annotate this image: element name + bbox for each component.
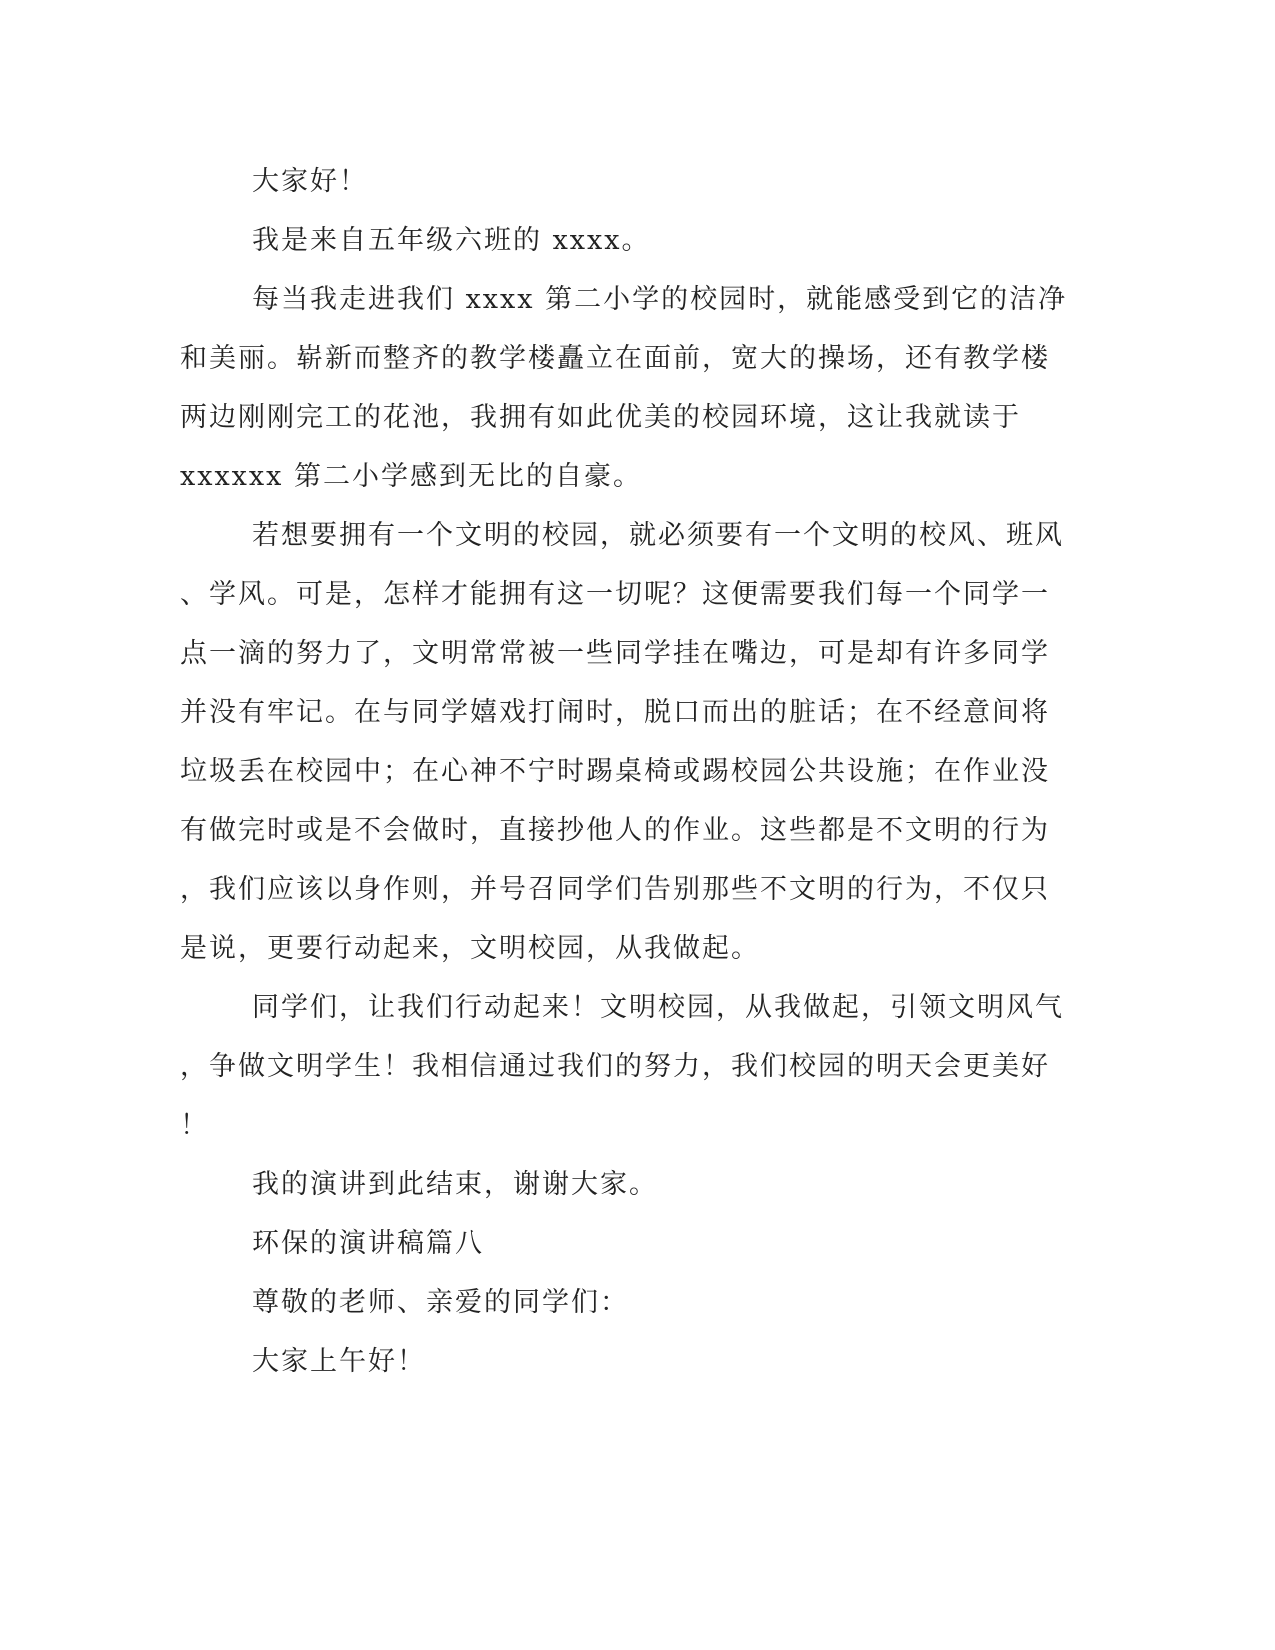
text-line: 、学风。可是，怎样才能拥有这一切呢？这便需要我们每一个同学一: [180, 579, 1050, 610]
text-line: 和美丽。崭新而整齐的教学楼矗立在面前，宽大的操场，还有教学楼: [180, 343, 1050, 374]
text-line: 若想要拥有一个文明的校园，就必须要有一个文明的校风、班风: [252, 520, 1064, 551]
text-line: 并没有牢记。在与同学嬉戏打闹时，脱口而出的脏话；在不经意间将: [180, 697, 1050, 728]
text-line: 大家好！: [252, 166, 368, 197]
text-line: 两边刚刚完工的花池，我拥有如此优美的校园环境，这让我就读于: [180, 402, 1021, 433]
text-line: 尊敬的老师、亲爱的同学们：: [252, 1287, 629, 1318]
document-page: [180, 152, 1068, 1391]
text-line: 是说，更要行动起来，文明校园，从我做起。: [180, 933, 760, 964]
text-line: ，争做文明学生！我相信通过我们的努力，我们校园的明天会更美好: [180, 1051, 1050, 1082]
text-line: ！: [180, 1110, 209, 1141]
text-line: 同学们，让我们行动起来！文明校园，从我做起，引领文明风气: [252, 992, 1064, 1023]
text-line: xxxxxx 第二小学感到无比的自豪。: [180, 461, 642, 492]
text-line: 垃圾丢在校园中；在心神不宁时踢桌椅或踢校园公共设施；在作业没: [180, 756, 1050, 787]
text-line: 大家上午好！: [252, 1346, 426, 1377]
text-line: 每当我走进我们 xxxx 第二小学的校园时，就能感受到它的洁净: [252, 284, 1068, 315]
section-heading: 环保的演讲稿篇八: [252, 1228, 484, 1259]
text-line: 点一滴的努力了，文明常常被一些同学挂在嘴边，可是却有许多同学: [180, 638, 1050, 669]
text-line: 我是来自五年级六班的 xxxx。: [252, 225, 651, 256]
text-line: 有做完时或是不会做时，直接抄他人的作业。这些都是不文明的行为: [180, 815, 1050, 846]
text-line: ，我们应该以身作则，并号召同学们告别那些不文明的行为，不仅只: [180, 874, 1050, 905]
text-line: 我的演讲到此结束，谢谢大家。: [252, 1169, 658, 1200]
